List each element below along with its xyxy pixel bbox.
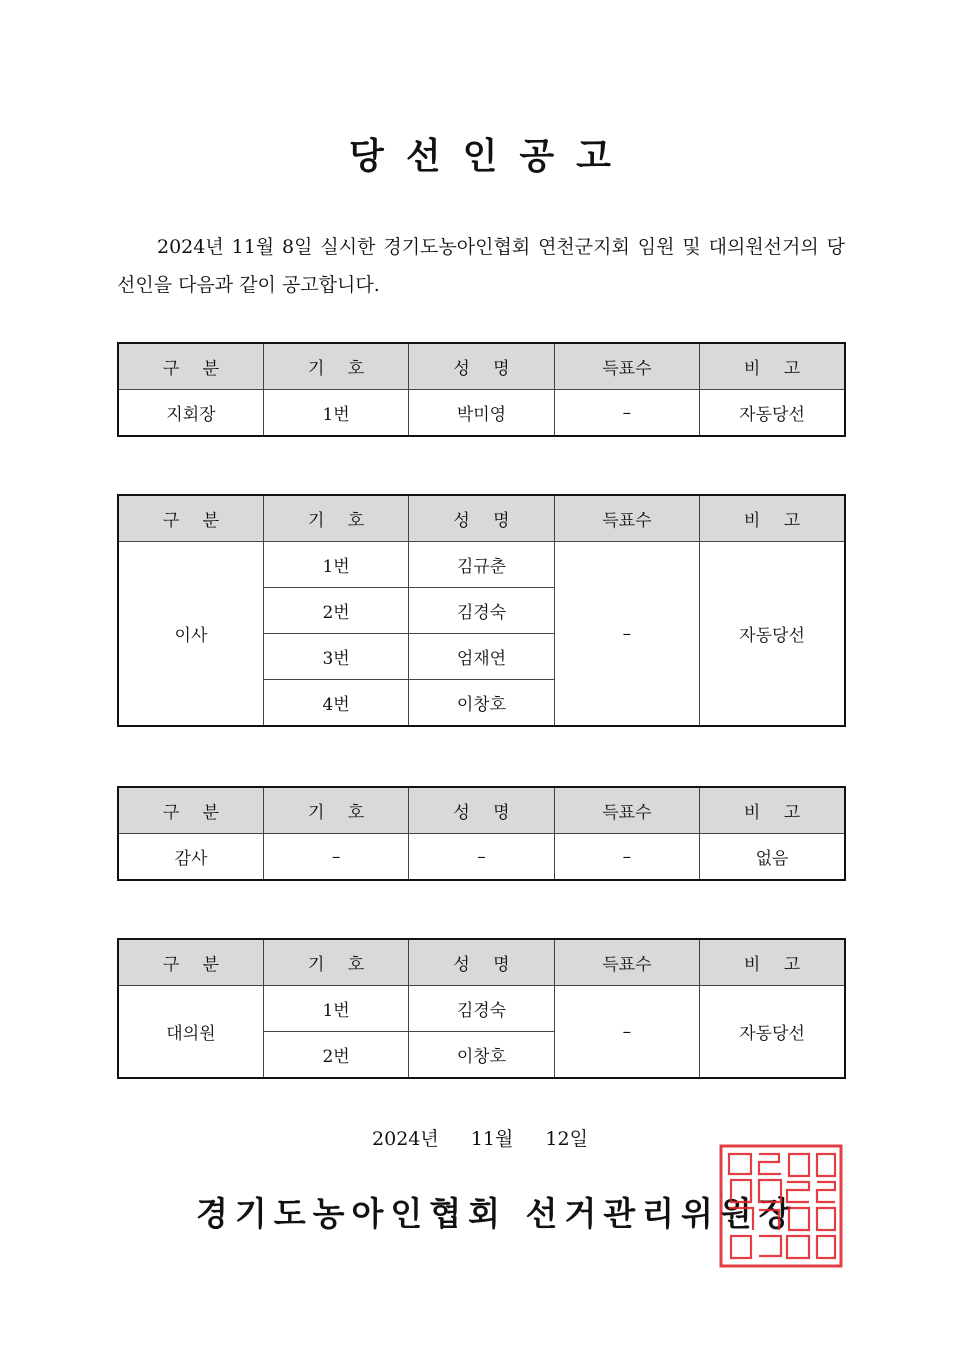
column-header: 득표수 <box>554 787 699 834</box>
note-cell: 자동당선 <box>700 986 845 1079</box>
table-row <box>118 834 845 881</box>
table-row <box>118 390 845 437</box>
column-header: 구 분 <box>118 343 263 390</box>
number-cell: 4번 <box>263 680 408 727</box>
name-cell: 김경숙 <box>409 588 554 634</box>
votes-cell: – <box>554 390 699 437</box>
number-cell: – <box>263 834 408 881</box>
column-header: 득표수 <box>554 343 699 390</box>
intro-paragraph <box>117 228 845 304</box>
column-header: 기 호 <box>263 495 408 542</box>
number-cell: 3번 <box>263 634 408 680</box>
note-cell: 자동당선 <box>700 542 845 727</box>
announcement-date: 2024년 11월 12일 <box>372 1128 588 1150</box>
table-row <box>118 986 845 1032</box>
column-header: 구 분 <box>118 939 263 986</box>
header-row <box>118 495 845 542</box>
category-cell: 지회장 <box>118 390 263 437</box>
intro-text: 2024년 11월 8일 실시한 경기도농아인협회 연천군지회 임원 및 대의원선거의 당선인을 다음과 같이 공고합니다. <box>117 236 845 296</box>
votes-cell: – <box>554 542 699 727</box>
column-header: 성 명 <box>409 495 554 542</box>
name-cell: 엄재연 <box>409 634 554 680</box>
category-cell: 대의원 <box>118 986 263 1079</box>
name-cell: – <box>409 834 554 881</box>
header-row <box>118 939 845 986</box>
category-cell: 이사 <box>118 542 263 727</box>
page-title: 당선인공고 <box>349 135 633 177</box>
result-table-3 <box>117 938 846 1079</box>
result-table-0 <box>117 342 846 437</box>
table-row <box>118 542 845 588</box>
header-row <box>118 343 845 390</box>
column-header: 성 명 <box>409 343 554 390</box>
note-cell: 없음 <box>700 834 845 881</box>
column-header: 비 고 <box>700 343 845 390</box>
number-cell: 1번 <box>263 986 408 1032</box>
column-header: 비 고 <box>700 939 845 986</box>
column-header: 성 명 <box>409 939 554 986</box>
number-cell: 1번 <box>263 390 408 437</box>
column-header: 기 호 <box>263 343 408 390</box>
name-cell: 김경숙 <box>409 986 554 1032</box>
header-row <box>118 787 845 834</box>
result-table-2 <box>117 786 846 881</box>
column-header: 득표수 <box>554 939 699 986</box>
column-header: 기 호 <box>263 939 408 986</box>
column-header: 기 호 <box>263 787 408 834</box>
name-cell: 이창호 <box>409 680 554 727</box>
name-cell: 김규춘 <box>409 542 554 588</box>
votes-cell: – <box>554 986 699 1079</box>
votes-cell: – <box>554 834 699 881</box>
column-header: 구 분 <box>118 787 263 834</box>
result-table-1 <box>117 494 846 727</box>
name-cell: 이창호 <box>409 1032 554 1079</box>
number-cell: 2번 <box>263 1032 408 1079</box>
official-seal-icon <box>719 1144 843 1268</box>
column-header: 득표수 <box>554 495 699 542</box>
column-header: 성 명 <box>409 787 554 834</box>
column-header: 비 고 <box>700 495 845 542</box>
signature-line: 경기도농아인협회 선거관리위원장 <box>196 1194 798 1233</box>
column-header: 구 분 <box>118 495 263 542</box>
number-cell: 2번 <box>263 588 408 634</box>
name-cell: 박미영 <box>409 390 554 437</box>
column-header: 비 고 <box>700 787 845 834</box>
note-cell: 자동당선 <box>700 390 845 437</box>
number-cell: 1번 <box>263 542 408 588</box>
category-cell: 감사 <box>118 834 263 881</box>
